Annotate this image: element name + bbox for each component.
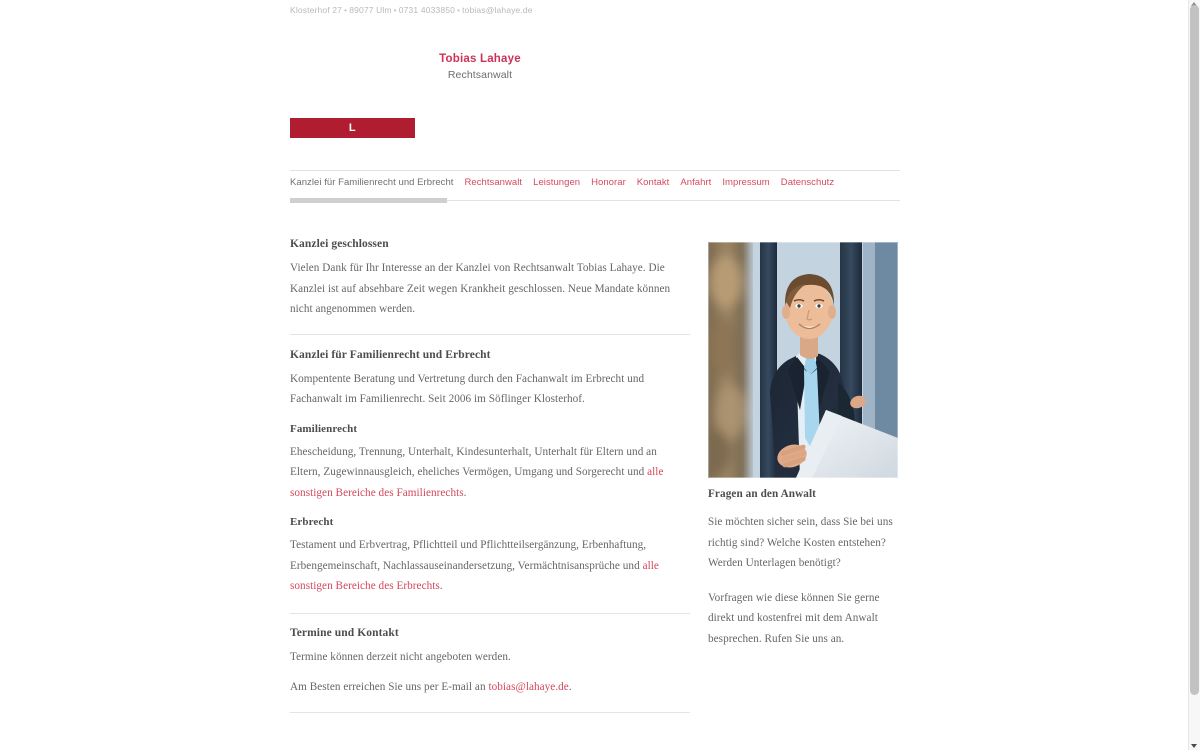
sidebar-paragraph-2: Vorfragen wie diese können Sie gerne direkt und kostenfrei mit dem Anwalt besprechen. Rufen Sie uns an. xyxy=(708,591,880,645)
portrait-illustration xyxy=(708,242,898,478)
logo-bar[interactable] xyxy=(290,118,415,138)
contact-address: Klosterhof 27 xyxy=(290,5,343,15)
inheritance-law-text xyxy=(290,535,690,597)
foreground-blur xyxy=(708,242,748,478)
contact-city: 89077 Ulm xyxy=(349,5,392,15)
header-name-block xyxy=(290,52,670,82)
contact-separator-2: • xyxy=(393,5,397,15)
section-termine-kontakt xyxy=(290,627,690,698)
contact-line-2-after: . xyxy=(568,681,572,693)
contact-line-1: Termine können derzeit nicht angeboten werden. xyxy=(290,650,511,663)
section-kanzlei-geschlossen xyxy=(290,238,690,320)
contact-line-2 xyxy=(290,677,690,698)
nav-item-kontakt[interactable]: Kontakt xyxy=(636,177,670,188)
contact-separator-3: • xyxy=(456,5,461,15)
lawyer-portrait-photo xyxy=(708,242,898,478)
sidebar-body xyxy=(708,512,904,663)
sidebar-title: Fragen an den Anwalt xyxy=(708,488,816,500)
nav-item-rechtsanwalt[interactable]: Rechtsanwalt xyxy=(464,177,523,188)
lawyer-role: Rechtsanwalt xyxy=(447,69,513,81)
nav-item-leistungen[interactable]: Leistungen xyxy=(533,177,581,188)
logo-letter: L xyxy=(348,122,357,134)
nav-item-anfahrt[interactable]: Anfahrt xyxy=(680,177,712,188)
scroll-down-arrow-icon[interactable] xyxy=(1191,744,1197,748)
practice-text: Kompentente Beratung und Vertretung durch den Fachanwalt im Erbrecht und Fachanwalt im Familienrecht. Seit 2006 im Söflinger Klosterhof. xyxy=(290,372,645,405)
notice-title: Kanzlei geschlossen xyxy=(290,238,389,250)
family-law-title: Familienrecht xyxy=(290,422,358,435)
contact-email-link[interactable]: tobias@lahaye.de xyxy=(462,5,533,15)
nav-underline-accent xyxy=(290,198,447,203)
contact-strip xyxy=(290,0,900,20)
family-law-text xyxy=(290,442,690,504)
contact-line-2-before: Am Besten erreichen Sie uns per E-mail an xyxy=(290,681,489,693)
lawyer-name: Tobias Lahaye xyxy=(439,53,521,65)
nav-item-impressum[interactable]: Impressum xyxy=(722,177,770,188)
nav-underline xyxy=(290,198,900,204)
nav-item-honorar[interactable]: Honorar xyxy=(591,177,626,188)
inheritance-law-title: Erbrecht xyxy=(290,516,334,528)
inheritance-law-text-before: Testament und Erbvertrag, Pflichtteil und Pflichtteilsergänzung, Erbenhaftung, Erbengemeinschaft, Nachlassauseinandersetzung, Vermächtnisansprüche und xyxy=(290,539,647,572)
main-navigation xyxy=(290,170,900,195)
nav-brand-label: Kanzlei für Familienrecht und Erbrecht xyxy=(290,177,454,188)
scrollbar-thumb[interactable] xyxy=(1190,5,1199,695)
main-content xyxy=(290,238,690,727)
section-familienrecht xyxy=(290,423,690,504)
family-law-text-before: Ehescheidung, Trennung, Unterhalt, Kindesunterhalt, Unterhalt für Eltern und an Eltern, Zugewinnausgleich, eheliches Vermögen, Umgang und Sorgerecht und xyxy=(290,445,657,478)
section-erbrecht xyxy=(290,516,690,597)
contact-title: Termine und Kontakt xyxy=(290,626,399,639)
inheritance-law-text-after: . xyxy=(439,580,443,592)
family-law-text-after: . xyxy=(463,486,467,499)
practice-title: Kanzlei für Familienrecht und Erbrecht xyxy=(290,348,491,361)
divider-3 xyxy=(290,712,690,713)
notice-text: Vielen Dank für Ihr Interesse an der Kanzlei von Rechtsanwalt Tobias Lahaye. Die Kanzlei ist auf absehbare Zeit wegen Krankheit geschlossen. Neue Mandate können nicht angenommen werden. xyxy=(290,262,671,315)
inheritance-law-more-link[interactable]: alle sonstigen Bereiche des Erbrechts xyxy=(290,559,659,592)
contact-separator-1: • xyxy=(344,5,348,15)
divider-2 xyxy=(290,613,690,614)
contact-email-inline-link[interactable]: tobias@lahaye.de xyxy=(488,681,569,693)
sidebar-paragraph-1: Sie möchten sicher sein, dass Sie bei uns richtig sind? Welche Kosten entstehen? Werden Unterlagen benötigt? xyxy=(708,516,893,569)
contact-phone: 0731 4033850 xyxy=(398,5,455,15)
divider-1 xyxy=(290,334,690,335)
family-law-more-link[interactable]: alle sonstigen Bereiche des Familienrechts xyxy=(290,466,664,499)
nav-item-datenschutz[interactable]: Datenschutz xyxy=(780,177,835,188)
section-praxis xyxy=(290,349,690,410)
browser-scrollbar[interactable] xyxy=(1188,0,1200,750)
